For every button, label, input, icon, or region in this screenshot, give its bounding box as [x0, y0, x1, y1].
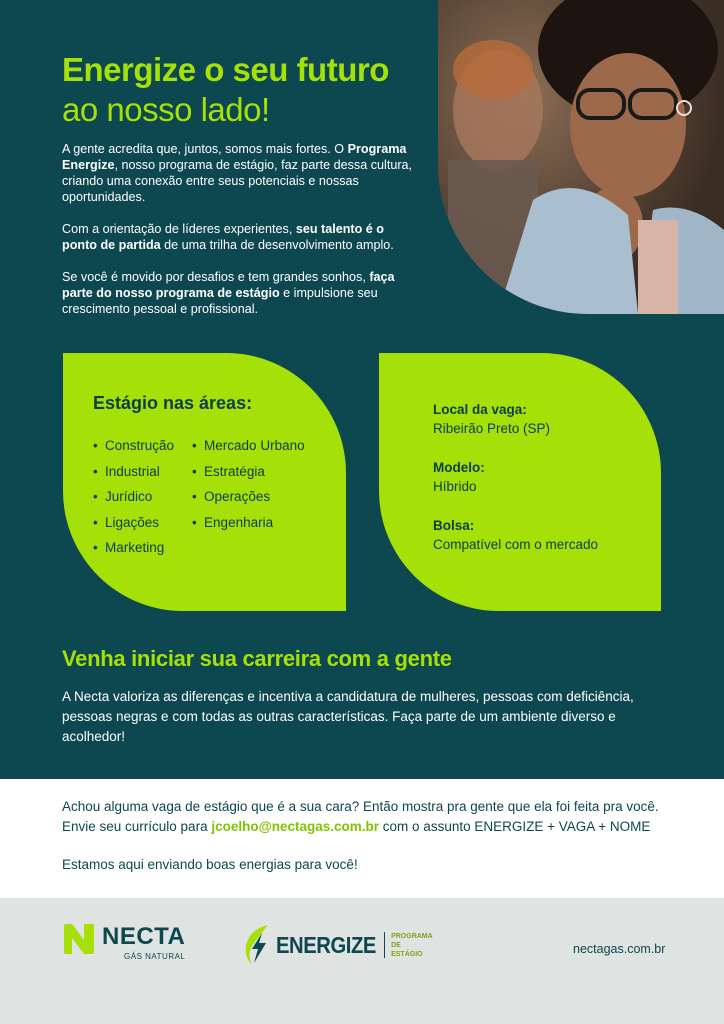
program-line-1: PROGRAMA: [391, 932, 433, 940]
apply-line-1: Achou alguma vaga de estágio que é a sua cara? Então mostra pra gente que ela foi feita pra você.: [62, 799, 659, 814]
hero-photo: [438, 0, 724, 314]
apply-text: [62, 797, 702, 837]
apply-line-2: [62, 817, 702, 837]
energize-program: [391, 932, 431, 959]
career-title: Venha iniciar sua carreira com a gente: [62, 646, 452, 671]
headline-line-1: Energize o seu futuro: [62, 51, 389, 88]
intro-p2-bold: seu talento é o ponto de partida: [62, 222, 385, 252]
energize-leaf-bolt-icon: [242, 923, 272, 967]
footer: [0, 898, 724, 1024]
intro-p1-bold: Programa Energize: [62, 142, 407, 172]
area-item: • Estratégia: [192, 459, 305, 485]
area-item: • Jurídico: [93, 484, 174, 510]
apply-line-2-start: Envie seu currículo para: [62, 819, 212, 834]
necta-logo: [62, 924, 185, 961]
intro-p3-text-end: e impulsione seu crescimento pessoal e profissional.: [62, 286, 378, 316]
apply-line-2-end: com o assunto ENERGIZE + VAGA + NOME: [379, 819, 651, 834]
area-item: • Engenharia: [192, 510, 305, 536]
intro-p2-text: Com a orientação de líderes experientes,: [62, 222, 296, 236]
intro-p1-text-end: , nosso programa de estágio, faz parte dessa cultura, criando uma conexão entre seus potenciais e nossas oportunidades.: [62, 158, 413, 204]
intro-text: [62, 141, 422, 333]
necta-name: NECTA: [102, 923, 186, 950]
area-item: • Operações: [192, 484, 305, 510]
program-line-2: DE ESTÁGIO: [391, 941, 423, 958]
intro-p1-text: A gente acredita que, juntos, somos mais fortes. O: [62, 142, 348, 156]
areas-card: [63, 353, 346, 611]
energize-logo: [242, 922, 431, 968]
apply-section: [0, 779, 724, 898]
necta-logo-text: [102, 924, 185, 961]
pay-value: Compatível com o mercado: [433, 537, 599, 552]
location-label: Local da vaga:: [433, 402, 527, 417]
necta-sub: GÁS NATURAL: [124, 952, 186, 961]
thanks-text: Estamos aqui enviando boas energias para você!: [62, 857, 358, 872]
areas-title: Estágio nas áreas:: [93, 393, 253, 413]
intro-p3-text: Se você é movido por desafios e tem grandes sonhos,: [62, 270, 370, 284]
necta-n-logo-icon: [62, 924, 94, 954]
intro-paragraph-1: [62, 141, 422, 205]
energize-divider: [384, 932, 386, 958]
model-label: Modelo:: [433, 460, 485, 475]
pay-label: Bolsa:: [433, 518, 475, 533]
area-item: • Ligações: [93, 510, 174, 536]
area-item: • Construção: [93, 433, 174, 459]
intro-paragraph-2: [62, 221, 422, 253]
hero-photo-illustration: [438, 0, 724, 314]
model-value: Híbrido: [433, 479, 477, 494]
areas-list: [93, 433, 305, 561]
energize-word: ENERGIZE: [276, 931, 376, 958]
website-link[interactable]: nectagas.com.br: [573, 942, 666, 956]
email-link[interactable]: jcoelho@nectagas.com.br: [211, 819, 380, 834]
location-value: Ribeirão Preto (SP): [433, 421, 551, 436]
areas-column-2: [192, 433, 305, 561]
job-info: [433, 401, 643, 575]
job-info-card: [379, 353, 661, 611]
career-text: A Necta valoriza as diferenças e incentiva a candidatura de mulheres, pessoas com deficiência, pessoas negras e com todas as outras características. Faça parte de um ambiente diverso e acolhedor!: [62, 689, 634, 744]
intro-paragraph-3: [62, 269, 422, 317]
area-item: • Marketing: [93, 535, 174, 561]
intro-p2-text-end: de uma trilha de desenvolvimento amplo.: [160, 238, 394, 252]
intro-p3-bold: faça parte do nosso programa de estágio: [62, 270, 395, 300]
area-item: • Industrial: [93, 459, 174, 485]
areas-column-1: [93, 433, 174, 561]
area-item: • Mercado Urbano: [192, 433, 305, 459]
headline-line-2: ao nosso lado!: [62, 91, 270, 128]
headline: [62, 50, 432, 130]
